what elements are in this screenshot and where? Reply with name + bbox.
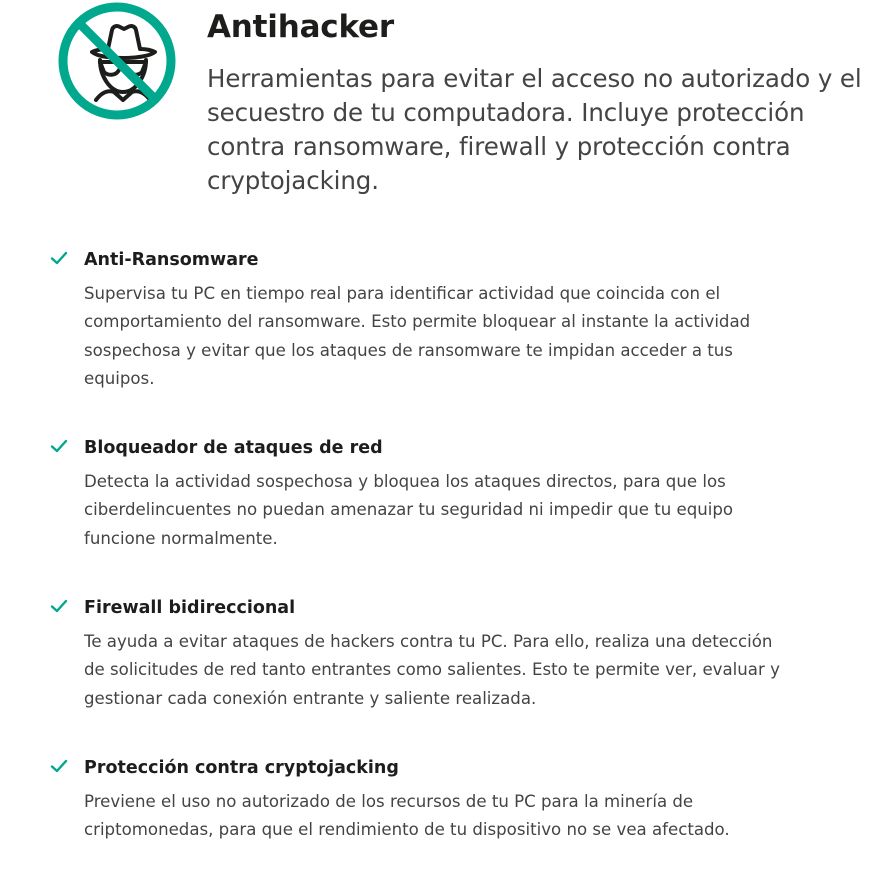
no-hacker-icon <box>56 0 178 122</box>
hero-description: Herramientas para evitar el acceso no autorizado y el secuestro de tu computadora. Incluye protección contra ransomware, firewall y protección contra cryptojacking. <box>207 64 862 195</box>
feature-item-anti-ransomware <box>0 246 804 393</box>
feature-item-network-attack-blocker <box>0 434 804 553</box>
feature-description: Te ayuda a evitar ataques de hackers contra tu PC. Para ello, realiza una detección de solicitudes de red tanto entrantes como salientes. Esto te permite ver, evaluar y gestionar cada conexión entrante y saliente realizada. <box>84 632 780 708</box>
check-icon <box>50 757 68 775</box>
check-icon <box>50 249 68 267</box>
feature-description: Supervisa tu PC en tiempo real para identificar actividad que coincida con el comportamiento del ransomware. Esto permite bloquear al instante la actividad sospechosa y evitar que los ataques de ransomware te impidan acceder a tus equipos. <box>84 284 751 388</box>
feature-title: Firewall bidireccional <box>84 598 296 618</box>
hero-text <box>207 6 867 198</box>
feature-description: Previene el uso no autorizado de los recursos de tu PC para la minería de criptomonedas, para que el rendimiento de tu dispositivo no se vea afectado. <box>84 792 730 840</box>
feature-title: Bloqueador de ataques de red <box>84 438 383 458</box>
hero-section <box>0 0 879 200</box>
feature-description: Detecta la actividad sospechosa y bloquea los ataques directos, para que los ciberdelincuentes no puedan amenazar tu seguridad ni impedir que tu equipo funcione normalmente. <box>84 472 734 548</box>
feature-title: Protección contra cryptojacking <box>84 758 399 778</box>
feature-item-two-way-firewall <box>0 594 804 713</box>
feature-item-cryptojacking-protection <box>0 754 804 845</box>
check-icon <box>50 437 68 455</box>
feature-title: Anti-Ransomware <box>84 250 259 270</box>
check-icon <box>50 597 68 615</box>
page-title: Antihacker <box>207 9 394 45</box>
